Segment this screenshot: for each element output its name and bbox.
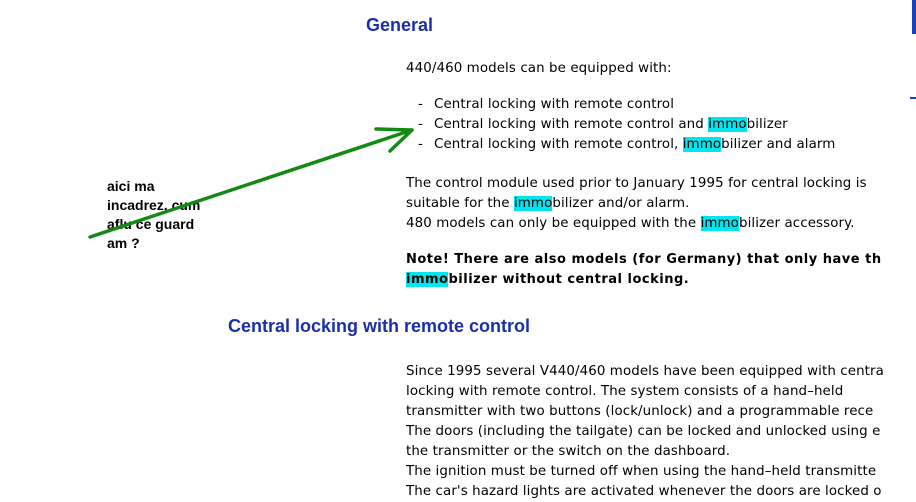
body-line: transmitter with two buttons (lock/unlock) and a programmable rece [406, 404, 874, 419]
list-item [418, 137, 423, 152]
note-paragraph [406, 250, 882, 290]
annotation-line: aflu ce guard [107, 216, 195, 232]
equipment-list [406, 97, 906, 157]
list-item [418, 117, 423, 132]
central-locking-heading: Central locking with remote control [228, 316, 531, 336]
paragraph-line [406, 194, 867, 214]
search-highlight: immo [513, 196, 553, 211]
general-intro: 440/460 models can be equipped with: [406, 61, 672, 76]
note-line [406, 270, 882, 290]
control-module-paragraph [406, 174, 867, 234]
window-edge-mark [912, 0, 916, 34]
list-text: bilizer and alarm [721, 137, 836, 152]
search-highlight: immo [406, 272, 449, 287]
search-highlight: immo [708, 117, 747, 132]
search-highlight: immo [700, 216, 739, 231]
paragraph-text: bilizer and/or alarm. [552, 196, 690, 211]
note-line: Note! There are also models (for Germany) that only have th [406, 252, 882, 267]
body-line: The doors (including the tailgate) can be locked and unlocked using e [406, 424, 881, 439]
body-line: locking with remote control. The system consists of a hand–held [406, 384, 844, 399]
body-line: Since 1995 several V440/460 models have been equipped with centra [406, 364, 884, 379]
annotation-line: incadrez, cum [107, 197, 201, 213]
annotation-line: aici ma [107, 178, 155, 194]
paragraph-line [406, 174, 867, 194]
list-dash: - [418, 117, 423, 132]
central-locking-body [406, 362, 884, 502]
list-text: Central locking with remote control and [434, 117, 709, 132]
list-item-text [434, 97, 674, 112]
body-line: the transmitter or the switch on the dashboard. [406, 444, 731, 459]
paragraph-text: suitable for the [406, 196, 514, 211]
body-line: The ignition must be turned off when using the hand–held transmitte [406, 464, 877, 479]
list-text: Central locking with remote control [434, 97, 675, 112]
list-item-text [434, 137, 835, 152]
body-line: The car's hazard lights are activated whenever the doors are locked o [406, 484, 882, 499]
annotation-line: am ? [107, 235, 140, 251]
paragraph-text: The control module used prior to January 1995 for central locking is [406, 176, 867, 191]
list-text: Central locking with remote control, [434, 137, 683, 152]
window-edge-tick [910, 97, 916, 99]
handwritten-annotation [107, 177, 200, 253]
paragraph-text: bilizer accessory. [738, 216, 855, 231]
list-item [418, 97, 423, 112]
paragraph-line [406, 214, 867, 234]
list-item-text [434, 117, 788, 132]
note-text: bilizer without central locking. [448, 272, 690, 287]
list-dash: - [418, 97, 423, 112]
search-highlight: immo [682, 137, 722, 152]
general-heading: General [366, 15, 434, 35]
list-dash: - [418, 137, 423, 152]
paragraph-text: 480 models can only be equipped with the [406, 216, 701, 231]
list-text: bilizer [746, 117, 788, 132]
